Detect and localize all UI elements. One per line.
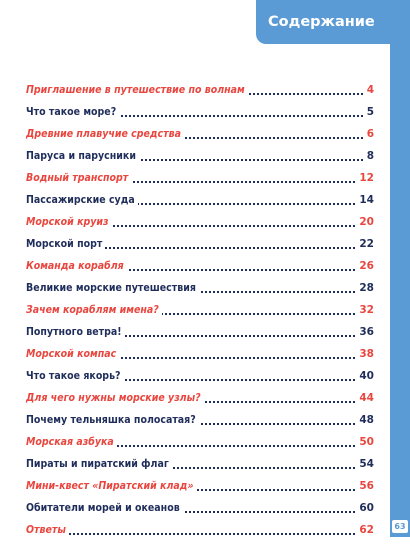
toc-entry[interactable]: [26, 171, 374, 193]
toc-entry[interactable]: [26, 127, 374, 149]
side-color-band: [390, 44, 410, 537]
toc-entry-title: Пираты и пиратский флаг: [26, 457, 172, 471]
toc-entry-title: Команда корабля: [26, 259, 127, 273]
toc-entry-page: 12: [356, 171, 374, 185]
toc-entry-title: Морской круиз: [26, 215, 112, 229]
toc-entry-page: 22: [356, 237, 374, 251]
toc-entry[interactable]: [26, 215, 374, 237]
toc-entry-page: 56: [356, 479, 374, 493]
table-of-contents: [26, 83, 374, 545]
toc-entry[interactable]: [26, 457, 374, 479]
toc-entry[interactable]: [26, 479, 374, 501]
toc-entry-title: Ответы: [26, 523, 69, 537]
toc-entry[interactable]: [26, 523, 374, 545]
toc-entry-page: 50: [356, 435, 374, 449]
toc-entry-page: 54: [356, 457, 374, 471]
toc-entry-title: Что такое якорь?: [26, 369, 124, 383]
toc-entry-title: Приглашение в путешествие по волнам: [26, 83, 248, 97]
toc-entry[interactable]: [26, 391, 374, 413]
toc-entry-page: 6: [364, 127, 374, 141]
page-number: 63: [392, 520, 408, 533]
toc-entry-page: 32: [356, 303, 374, 317]
header-banner: [256, 0, 410, 44]
toc-entry[interactable]: [26, 325, 374, 347]
dot-leader: [26, 533, 374, 535]
toc-entry[interactable]: [26, 105, 374, 127]
toc-entry[interactable]: [26, 237, 374, 259]
toc-entry-page: 40: [356, 369, 374, 383]
toc-entry-title: Пассажирские суда: [26, 193, 138, 207]
toc-entry[interactable]: [26, 501, 374, 523]
toc-entry-page: 60: [356, 501, 374, 515]
toc-entry-title: Водный транспорт: [26, 171, 131, 185]
toc-entry-page: 38: [356, 347, 374, 361]
toc-entry-page: 14: [356, 193, 374, 207]
toc-entry-title: Морской порт: [26, 237, 105, 251]
toc-entry-page: 8: [364, 149, 374, 163]
toc-entry[interactable]: [26, 259, 374, 281]
toc-entry-title: Зачем кораблям имена?: [26, 303, 162, 317]
toc-entry-page: 4: [364, 83, 374, 97]
page-title: Содержание: [268, 14, 375, 30]
toc-entry-title: Для чего нужны морские узлы?: [26, 391, 204, 405]
toc-entry-page: 44: [356, 391, 374, 405]
toc-entry-title: Древние плавучие средства: [26, 127, 184, 141]
toc-entry-page: 20: [356, 215, 374, 229]
toc-entry-page: 26: [356, 259, 374, 273]
toc-entry-title: Паруса и парусники: [26, 149, 139, 163]
toc-entry-page: 5: [364, 105, 374, 119]
toc-entry-title: Великие морские путешествия: [26, 281, 199, 295]
toc-entry[interactable]: [26, 83, 374, 105]
toc-entry[interactable]: [26, 281, 374, 303]
toc-entry[interactable]: [26, 413, 374, 435]
toc-entry[interactable]: [26, 303, 374, 325]
toc-entry-title: Попутного ветра!: [26, 325, 125, 339]
toc-entry[interactable]: [26, 193, 374, 215]
toc-entry-title: Что такое море?: [26, 105, 119, 119]
toc-entry-page: 62: [356, 523, 374, 537]
toc-entry-title: Обитатели морей и океанов: [26, 501, 183, 515]
toc-entry[interactable]: [26, 149, 374, 171]
toc-entry[interactable]: [26, 369, 374, 391]
toc-entry-page: 36: [356, 325, 374, 339]
toc-entry-page: 48: [356, 413, 374, 427]
toc-entry-title: Морская азбука: [26, 435, 117, 449]
toc-entry-page: 28: [356, 281, 374, 295]
toc-entry[interactable]: [26, 435, 374, 457]
toc-entry-title: Морской компас: [26, 347, 119, 361]
toc-entry[interactable]: [26, 347, 374, 369]
toc-entry-title: Мини-квест «Пиратский клад»: [26, 479, 197, 493]
toc-entry-title: Почему тельняшка полосатая?: [26, 413, 199, 427]
